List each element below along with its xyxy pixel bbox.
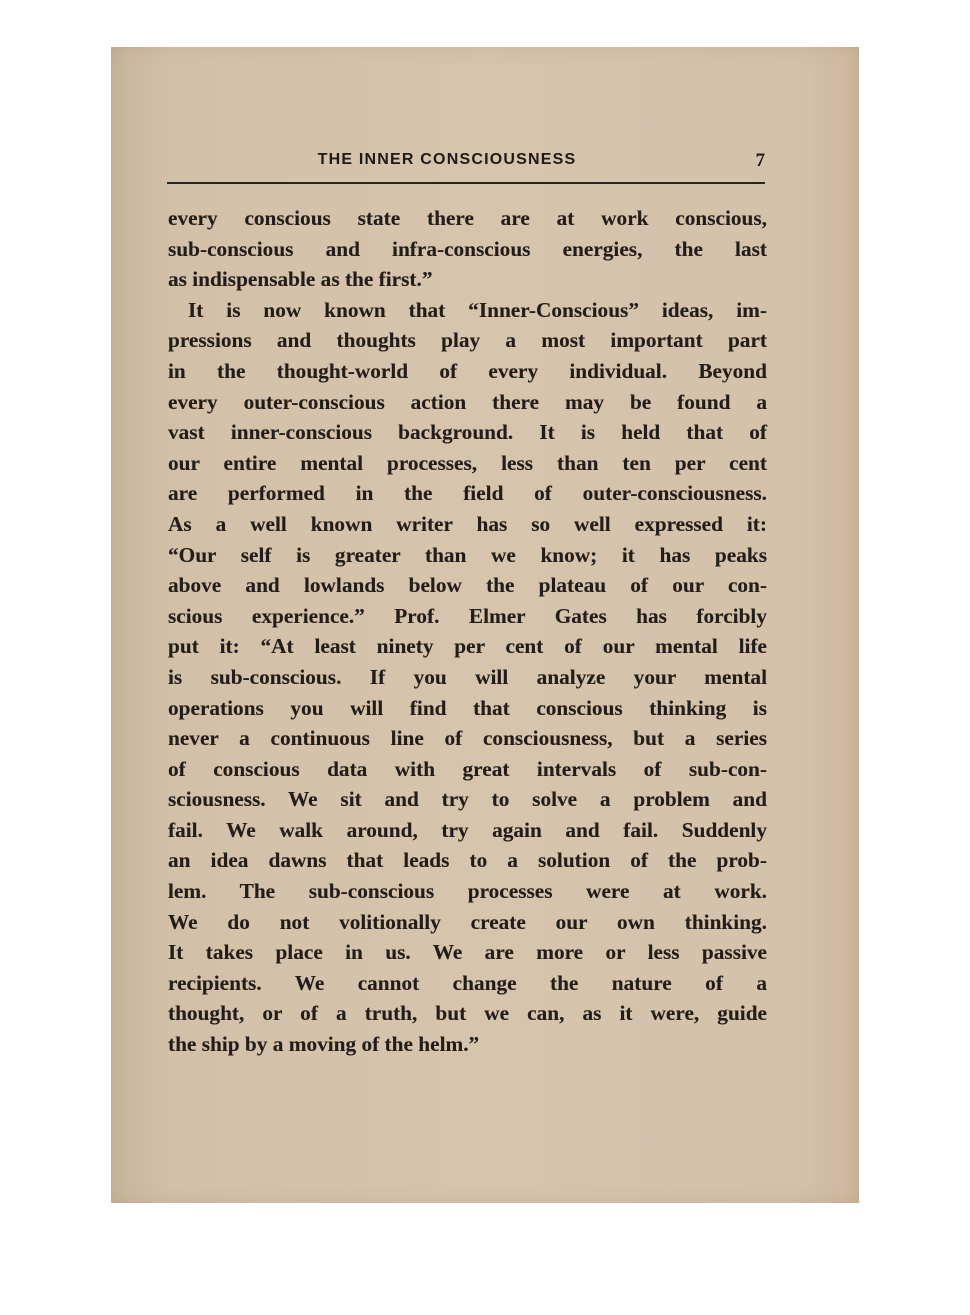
text-line: the ship by a moving of the helm.” [168, 1032, 480, 1057]
text-line: is sub-conscious. If you will analyze your mental [168, 664, 767, 689]
text-line: are performed in the field of outer-consciousness. [168, 481, 767, 506]
book-page [111, 47, 859, 1203]
text-line: above and lowlands below the plateau of our con- [168, 573, 767, 598]
text-line: recipients. We cannot change the nature of a [168, 970, 767, 995]
text-line: thought, or of a truth, but we can, as it were, guide [168, 1001, 767, 1026]
text-line: We do not volitionally create our own thinking. [168, 909, 767, 934]
text-line: every conscious state there are at work conscious, [168, 206, 767, 230]
text-line: It takes place in us. We are more or less passive [168, 940, 767, 965]
page-number: 7 [755, 150, 765, 171]
text-line: scious experience.” Prof. Elmer Gates has forcibly [168, 603, 767, 628]
text-line: lem. The sub-conscious processes were at work. [168, 879, 767, 904]
text-line: every outer-conscious action there may be found a [168, 389, 767, 414]
text-line: It is now known that “Inner-Conscious” ideas, im- [188, 297, 767, 322]
text-line: never a continuous line of consciousness, but a series [168, 726, 767, 751]
text-line: As a well known writer has so well expressed it: [168, 511, 767, 536]
text-line: our entire mental processes, less than ten per cent [168, 450, 767, 475]
text-line: pressions and thoughts play a most important part [168, 328, 767, 353]
text-line: vast inner-conscious background. It is held that of [168, 420, 767, 445]
text-line: as indispensable as the first.” [168, 267, 433, 292]
running-head [167, 151, 765, 175]
running-head-title: THE INNER CONSCIOUSNESS [317, 151, 577, 168]
text-line: operations you will find that conscious thinking is [168, 695, 767, 720]
text-line: sub-conscious and infra-conscious energies, the last [168, 236, 767, 261]
text-line: “Our self is greater than we know; it has peaks [168, 542, 767, 567]
body-text [168, 203, 767, 1060]
text-line: put it: “At least ninety per cent of our mental life [168, 634, 767, 659]
text-line: an idea dawns that leads to a solution of the prob- [168, 848, 767, 873]
text-line: fail. We walk around, try again and fail. Suddenly [168, 817, 767, 842]
header-rule [167, 182, 765, 184]
text-line: of conscious data with great intervals of sub-con- [168, 756, 767, 781]
text-line: sciousness. We sit and try to solve a problem and [168, 787, 767, 812]
text-line: in the thought-world of every individual. Beyond [168, 358, 767, 383]
